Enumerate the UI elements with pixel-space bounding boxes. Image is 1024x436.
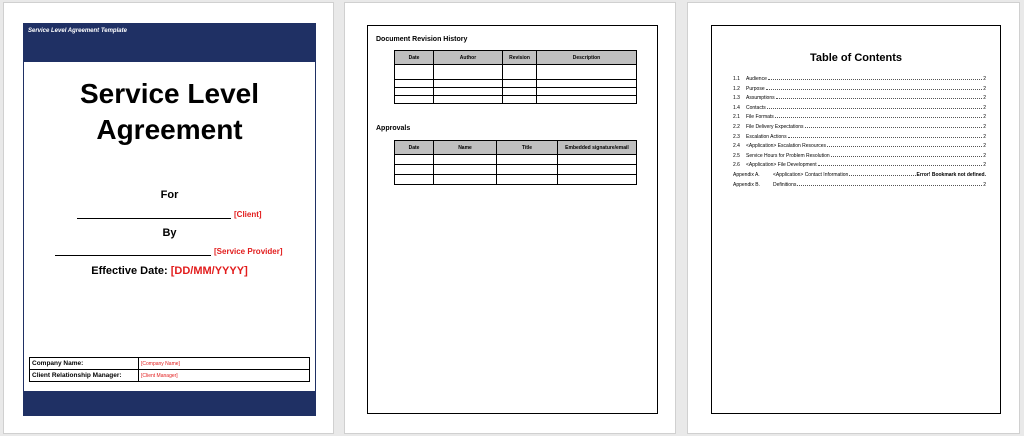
table-row[interactable] [395, 65, 637, 80]
toc-entry-page: 2 [983, 181, 986, 188]
toc-entry[interactable] [733, 162, 986, 172]
toc-entry-number: Appendix B. [733, 181, 760, 188]
revision-page [344, 2, 676, 434]
page-frame [711, 25, 1001, 414]
toc-entry-text: File Delivery Expectations [746, 123, 804, 130]
cover-title [24, 76, 315, 148]
approvals-col-name: Name [434, 141, 497, 155]
toc-entry[interactable] [733, 76, 986, 86]
toc-entry-number: Appendix A. [733, 171, 760, 178]
toc-entry[interactable] [733, 105, 986, 115]
toc-entry-number: 2.1 [733, 114, 740, 121]
toc-entry-text: Assumptions [746, 95, 775, 102]
toc-entry-page: 2 [983, 152, 986, 159]
cover-header-label: Service Level Agreement Template [28, 28, 127, 34]
provider-line[interactable] [55, 247, 282, 256]
toc-entry[interactable] [733, 95, 986, 105]
toc-entry-page: 2 [983, 123, 986, 130]
effective-date-value[interactable]: [DD/MM/YYYY] [170, 265, 248, 277]
toc-leader [805, 124, 983, 128]
toc-entry-text: <Application> Contact Information [773, 171, 849, 178]
toc-entry-page: 2 [983, 143, 986, 150]
toc-entry[interactable] [733, 153, 986, 163]
table-header-row [395, 141, 637, 155]
provider-placeholder: [Service Provider] [214, 247, 283, 256]
toc-entry-number: 2.4 [733, 143, 740, 150]
toc-entry-number: 2.3 [733, 133, 740, 140]
toc-entry-text: Escalation Actions [746, 133, 787, 140]
toc-page [687, 2, 1020, 434]
toc-leader [849, 172, 915, 176]
company-name-value[interactable]: [Company Name] [139, 358, 310, 370]
toc-entry-page: 2 [983, 114, 986, 121]
table-row [30, 370, 310, 382]
toc-entry-appendix[interactable] [733, 172, 986, 182]
table-row[interactable] [395, 175, 637, 185]
approvals-table [394, 140, 637, 185]
toc-entry-number: 1.4 [733, 104, 740, 111]
approvals-col-title: Title [497, 141, 558, 155]
cover-page [3, 2, 334, 434]
toc-entry-text: Service Hours for Problem Resolution [746, 152, 830, 159]
cover-header-band [24, 24, 315, 62]
toc-entry-number: 2.2 [733, 123, 740, 130]
effective-date-label: Effective Date: [91, 265, 168, 277]
toc-entry-number: 1.2 [733, 85, 740, 92]
by-label: By [162, 227, 177, 239]
toc-leader [788, 134, 983, 138]
toc-leader [768, 76, 982, 80]
table-row[interactable] [395, 165, 637, 175]
revision-col-revision: Revision [503, 51, 537, 65]
toc-entry-text: Definitions [773, 181, 797, 188]
effective-date [24, 265, 315, 277]
toc-entry-page: 2 [983, 104, 986, 111]
toc-entry[interactable] [733, 134, 986, 144]
toc-entry-page: 2 [983, 76, 986, 82]
provider-underline [55, 255, 211, 256]
toc-entry-text: <Application> File Development [746, 162, 817, 169]
revision-col-description: Description [537, 51, 637, 65]
client-manager-value[interactable]: [Client Manager] [139, 370, 310, 382]
client-manager-label: Client Relationship Manager: [30, 370, 139, 382]
cover-footer-band [24, 391, 315, 415]
table-row [30, 358, 310, 370]
table-row[interactable] [395, 88, 637, 96]
cover-info-table [29, 357, 310, 382]
cover-title-line1: Service Level [79, 78, 260, 109]
toc-leader [767, 105, 982, 109]
toc-entry-text: Audience [746, 76, 767, 82]
toc-entry-text: File Formats [746, 114, 774, 121]
toc-leader [831, 153, 983, 157]
toc-entry[interactable] [733, 114, 986, 124]
toc-leader [776, 95, 983, 99]
toc-entry-appendix[interactable] [733, 182, 986, 192]
revision-heading: Document Revision History [376, 36, 468, 43]
toc-entry-page: 2 [983, 133, 986, 140]
approvals-col-date: Date [395, 141, 434, 155]
toc-entry-page: 2 [983, 95, 986, 102]
toc-entry-page: Error! Bookmark not defined. [916, 171, 986, 178]
client-underline [77, 218, 231, 219]
toc-leader [775, 114, 982, 118]
toc-entry-number: 2.5 [733, 152, 740, 159]
toc-leader [827, 143, 982, 147]
company-name-label: Company Name: [30, 358, 139, 370]
toc-entry-page: 2 [983, 162, 986, 169]
for-label: For [160, 189, 179, 201]
toc-entry-text: <Application> Escalation Resources [746, 143, 827, 150]
toc-entry[interactable] [733, 124, 986, 134]
toc-leader [818, 162, 983, 166]
table-header-row [395, 51, 637, 65]
page-frame [367, 25, 658, 414]
toc-leader [797, 182, 982, 186]
toc-leader [766, 86, 983, 90]
toc-entry[interactable] [733, 143, 986, 153]
toc-entry-number: 1.3 [733, 95, 740, 102]
cover-frame [23, 23, 316, 416]
toc-entry-text: Purpose [746, 85, 765, 92]
revision-table [394, 50, 637, 104]
cover-title-line2: Agreement [96, 114, 243, 145]
client-placeholder: [Client] [234, 210, 262, 219]
toc-entry-page: 2 [983, 85, 986, 92]
toc-entry-number: 2.6 [733, 162, 740, 169]
toc-entry-text: Contacts [746, 104, 766, 111]
toc-list [733, 76, 986, 191]
table-row[interactable] [395, 155, 637, 165]
toc-title: Table of Contents [809, 52, 903, 64]
client-line[interactable] [77, 210, 262, 219]
revision-col-date: Date [395, 51, 434, 65]
revision-col-author: Author [434, 51, 503, 65]
approvals-col-signature: Embedded signature/email [558, 141, 637, 155]
toc-entry[interactable] [733, 86, 986, 96]
table-row[interactable] [395, 80, 637, 88]
approvals-heading: Approvals [376, 125, 411, 132]
table-row[interactable] [395, 96, 637, 104]
toc-entry-number: 1.1 [733, 76, 740, 82]
